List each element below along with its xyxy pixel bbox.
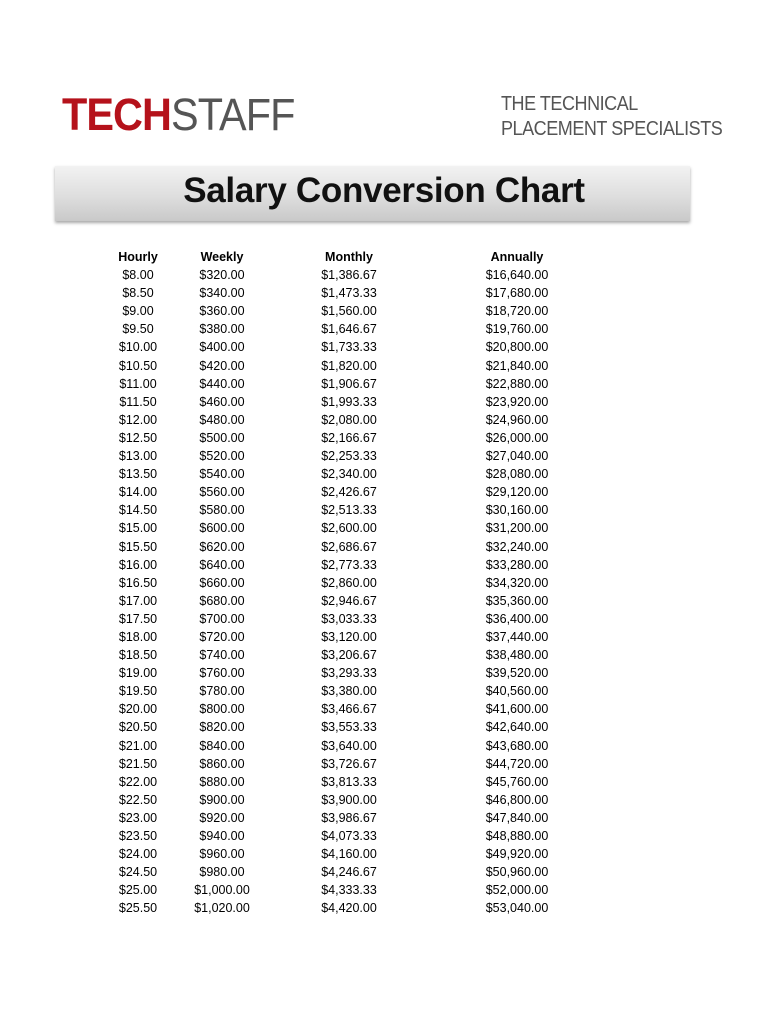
cell-hourly: $14.00 — [118, 485, 158, 500]
table-row — [0, 845, 768, 863]
table-row — [0, 483, 768, 501]
table-row — [0, 737, 768, 755]
table-row — [0, 538, 768, 556]
table-row — [0, 718, 768, 736]
cell-annually: $45,760.00 — [485, 774, 549, 789]
cell-hourly: $23.50 — [118, 829, 158, 843]
cell-monthly: $2,860.00 — [321, 575, 377, 590]
cell-annually: $32,240.00 — [485, 539, 549, 554]
table-row — [0, 447, 768, 465]
table-row — [0, 393, 768, 411]
cell-monthly: $3,553.33 — [321, 720, 377, 735]
cell-hourly: $24.00 — [118, 847, 158, 862]
cell-monthly: $2,166.67 — [321, 430, 377, 445]
cell-weekly: $740.00 — [199, 648, 245, 663]
cell-monthly: $1,473.33 — [321, 286, 377, 301]
cell-annually: $30,160.00 — [485, 503, 549, 518]
cell-monthly: $2,773.33 — [321, 557, 377, 572]
techstaff-logo — [62, 89, 295, 140]
cell-annually: $38,480.00 — [485, 648, 549, 663]
cell-monthly: $4,333.33 — [321, 883, 377, 898]
cell-hourly: $21.50 — [118, 756, 158, 771]
table-row — [0, 320, 768, 338]
cell-weekly: $540.00 — [199, 467, 245, 482]
cell-weekly: $440.00 — [199, 376, 245, 391]
cell-hourly: $24.50 — [118, 865, 158, 880]
cell-annually: $36,400.00 — [485, 611, 549, 626]
cell-hourly: $17.00 — [118, 593, 158, 608]
logo-tech-text: TECH — [62, 89, 172, 140]
cell-annually: $34,320.00 — [485, 575, 549, 590]
cell-hourly: $17.50 — [118, 611, 158, 626]
cell-weekly: $720.00 — [199, 629, 245, 644]
cell-annually: $22,880.00 — [485, 376, 549, 391]
cell-annually: $35,360.00 — [485, 593, 549, 608]
cell-monthly: $2,686.67 — [321, 539, 377, 554]
cell-monthly: $1,646.67 — [321, 322, 377, 337]
cell-hourly: $22.00 — [118, 774, 158, 789]
cell-annually: $40,560.00 — [485, 684, 549, 699]
cell-hourly: $15.50 — [118, 539, 158, 554]
cell-hourly: $18.50 — [118, 648, 158, 663]
cell-weekly: $940.00 — [199, 829, 245, 843]
cell-hourly: $21.00 — [118, 738, 158, 753]
table-row — [0, 357, 768, 375]
cell-annually: $50,960.00 — [485, 865, 549, 880]
cell-weekly: $680.00 — [199, 593, 245, 608]
table-row — [0, 375, 768, 393]
cell-weekly: $800.00 — [199, 702, 245, 717]
cell-monthly: $3,380.00 — [321, 684, 377, 699]
cell-weekly: $360.00 — [199, 304, 245, 319]
cell-monthly: $3,640.00 — [321, 738, 377, 753]
cell-monthly: $1,733.33 — [321, 340, 377, 355]
cell-weekly: $520.00 — [199, 449, 245, 464]
cell-annually: $37,440.00 — [485, 629, 549, 644]
cell-weekly: $580.00 — [199, 503, 245, 518]
cell-annually: $41,600.00 — [485, 702, 549, 717]
cell-annually: $23,920.00 — [485, 394, 549, 409]
cell-weekly: $500.00 — [199, 430, 245, 445]
cell-weekly: $660.00 — [199, 575, 245, 590]
column-header-monthly: Monthly — [325, 250, 373, 264]
table-row — [0, 338, 768, 356]
logo-staff-text: STAFF — [171, 89, 295, 140]
cell-monthly: $2,946.67 — [321, 593, 377, 608]
table-row — [0, 302, 768, 320]
table-body — [0, 266, 768, 917]
cell-hourly: $10.00 — [118, 340, 158, 355]
table-row — [0, 411, 768, 429]
cell-hourly: $9.00 — [122, 304, 154, 319]
cell-monthly: $3,726.67 — [321, 756, 377, 771]
cell-weekly: $880.00 — [199, 774, 245, 789]
cell-monthly: $1,993.33 — [321, 394, 377, 409]
cell-hourly: $13.00 — [118, 449, 158, 464]
cell-annually: $20,800.00 — [485, 340, 549, 355]
table-row — [0, 646, 768, 664]
table-row — [0, 700, 768, 718]
cell-hourly: $22.50 — [118, 792, 158, 807]
cell-annually: $52,000.00 — [485, 883, 549, 898]
cell-weekly: $780.00 — [199, 684, 245, 699]
table-row — [0, 791, 768, 809]
cell-monthly: $4,246.67 — [321, 865, 377, 880]
cell-annually: $39,520.00 — [485, 666, 549, 681]
cell-monthly: $2,340.00 — [321, 467, 377, 482]
cell-hourly: $20.00 — [118, 702, 158, 717]
cell-hourly: $11.00 — [119, 376, 157, 391]
cell-hourly: $10.50 — [118, 358, 158, 373]
cell-monthly: $3,900.00 — [321, 792, 377, 807]
column-header-hourly: Hourly — [118, 250, 158, 264]
cell-monthly: $1,820.00 — [321, 358, 377, 373]
cell-annually: $18,720.00 — [485, 304, 549, 319]
tagline-line-2: PLACEMENT SPECIALISTS — [501, 118, 723, 140]
tagline — [501, 92, 722, 142]
cell-annually: $46,800.00 — [485, 792, 549, 807]
cell-hourly: $13.50 — [118, 467, 158, 482]
cell-annually: $53,040.00 — [485, 901, 549, 916]
cell-monthly: $4,160.00 — [321, 847, 377, 862]
cell-hourly: $14.50 — [118, 503, 158, 518]
cell-monthly: $4,420.00 — [321, 901, 377, 916]
cell-weekly: $380.00 — [199, 322, 245, 337]
table-row — [0, 682, 768, 700]
cell-monthly: $2,253.33 — [321, 449, 377, 464]
cell-weekly: $820.00 — [199, 720, 245, 735]
table-row — [0, 284, 768, 302]
cell-weekly: $480.00 — [199, 412, 245, 427]
salary-table — [0, 248, 768, 917]
cell-hourly: $19.50 — [118, 684, 158, 699]
cell-hourly: $16.50 — [118, 575, 158, 590]
table-row — [0, 465, 768, 483]
table-row — [0, 266, 768, 284]
cell-hourly: $16.00 — [118, 557, 158, 572]
cell-annually: $44,720.00 — [485, 756, 549, 771]
cell-hourly: $23.00 — [118, 810, 158, 825]
cell-hourly: $8.00 — [122, 268, 154, 283]
cell-hourly: $18.00 — [118, 629, 158, 644]
cell-monthly: $3,293.33 — [321, 666, 377, 681]
cell-monthly: $2,426.67 — [321, 485, 377, 500]
cell-annually: $26,000.00 — [485, 430, 549, 445]
cell-weekly: $900.00 — [199, 792, 245, 807]
cell-annually: $42,640.00 — [485, 720, 549, 735]
table-row — [0, 592, 768, 610]
cell-weekly: $620.00 — [199, 539, 245, 554]
cell-weekly: $320.00 — [199, 268, 245, 283]
cell-monthly: $3,466.67 — [321, 702, 377, 717]
cell-monthly: $3,120.00 — [321, 629, 377, 644]
cell-weekly: $640.00 — [199, 557, 245, 572]
table-row — [0, 574, 768, 592]
cell-weekly: $1,020.00 — [194, 901, 250, 916]
table-row — [0, 501, 768, 519]
table-row — [0, 519, 768, 537]
cell-annually: $47,840.00 — [485, 810, 549, 825]
table-row — [0, 773, 768, 791]
page-title: Salary Conversion Chart — [183, 171, 585, 210]
cell-weekly: $420.00 — [199, 358, 245, 373]
table-row — [0, 556, 768, 574]
cell-monthly: $1,560.00 — [321, 304, 377, 319]
table-row — [0, 755, 768, 773]
cell-monthly: $3,986.67 — [321, 810, 377, 825]
cell-weekly: $860.00 — [199, 756, 245, 771]
cell-annually: $28,080.00 — [485, 467, 549, 482]
cell-weekly: $340.00 — [199, 286, 245, 301]
table-row — [0, 827, 768, 845]
table-row — [0, 809, 768, 827]
cell-monthly: $1,906.67 — [321, 376, 377, 391]
cell-weekly: $460.00 — [199, 394, 245, 409]
cell-weekly: $400.00 — [199, 340, 245, 355]
table-row — [0, 664, 768, 682]
cell-hourly: $25.50 — [118, 901, 158, 916]
cell-hourly: $15.00 — [118, 521, 158, 536]
cell-weekly: $920.00 — [199, 810, 245, 825]
table-row — [0, 881, 768, 899]
cell-hourly: $9.50 — [122, 322, 154, 337]
cell-monthly: $2,080.00 — [321, 412, 377, 427]
table-row — [0, 899, 768, 917]
cell-annually: $29,120.00 — [485, 485, 549, 500]
cell-hourly: $8.50 — [122, 286, 154, 301]
cell-hourly: $20.50 — [118, 720, 158, 735]
cell-hourly: $12.00 — [118, 412, 158, 427]
table-row — [0, 628, 768, 646]
cell-annually: $31,200.00 — [485, 521, 549, 536]
column-header-weekly: Weekly — [200, 250, 244, 264]
cell-annually: $27,040.00 — [485, 449, 549, 464]
cell-annually: $43,680.00 — [485, 738, 549, 753]
cell-weekly: $960.00 — [199, 847, 245, 862]
cell-monthly: $3,813.33 — [321, 774, 377, 789]
cell-weekly: $840.00 — [199, 738, 245, 753]
cell-weekly: $560.00 — [199, 485, 245, 500]
cell-monthly: $2,513.33 — [321, 503, 377, 518]
table-row — [0, 429, 768, 447]
table-row — [0, 863, 768, 881]
cell-annually: $49,920.00 — [485, 847, 549, 862]
table-header-row — [0, 248, 768, 266]
tagline-line-1: THE TECHNICAL — [501, 93, 638, 115]
cell-annually: $17,680.00 — [485, 286, 549, 301]
cell-monthly: $3,206.67 — [321, 648, 377, 663]
cell-hourly: $25.00 — [118, 883, 158, 898]
cell-hourly: $19.00 — [118, 666, 158, 681]
cell-hourly: $11.50 — [119, 394, 157, 409]
cell-annually: $19,760.00 — [485, 322, 549, 337]
table-row — [0, 610, 768, 628]
cell-annually: $48,880.00 — [485, 829, 549, 843]
cell-monthly: $2,600.00 — [321, 521, 377, 536]
cell-monthly: $1,386.67 — [321, 268, 377, 283]
cell-weekly: $1,000.00 — [194, 883, 250, 898]
cell-monthly: $4,073.33 — [321, 829, 377, 843]
cell-monthly: $3,033.33 — [321, 611, 377, 626]
cell-weekly: $760.00 — [199, 666, 245, 681]
cell-annually: $16,640.00 — [485, 268, 549, 283]
cell-weekly: $980.00 — [199, 865, 245, 880]
cell-annually: $33,280.00 — [485, 557, 549, 572]
cell-weekly: $700.00 — [199, 611, 245, 626]
column-header-annually: Annually — [490, 250, 544, 264]
cell-hourly: $12.50 — [118, 430, 158, 445]
cell-annually: $24,960.00 — [485, 412, 549, 427]
cell-weekly: $600.00 — [199, 521, 245, 536]
cell-annually: $21,840.00 — [485, 358, 549, 373]
